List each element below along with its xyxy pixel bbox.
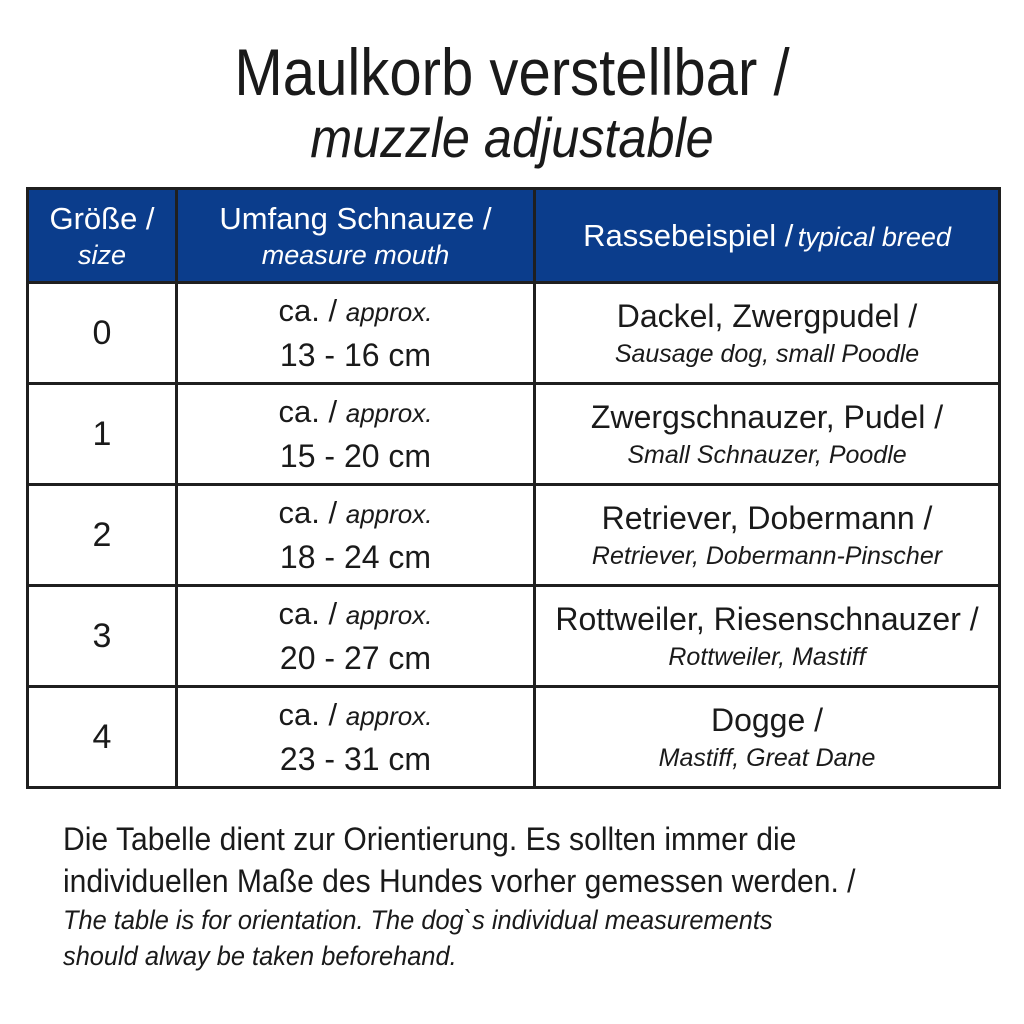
breed-cell <box>535 384 1000 485</box>
approx-label <box>178 492 533 535</box>
approx-de: ca. / <box>278 292 338 328</box>
table-row <box>28 384 1000 485</box>
size-table <box>26 187 1001 789</box>
page-subtitle: muzzle adjustable <box>310 106 714 169</box>
measure-cell <box>177 586 535 687</box>
header-size-de: Größe / <box>49 200 155 236</box>
size-cell: 4 <box>28 687 177 788</box>
range-value: 20 - 27 cm <box>279 639 432 676</box>
table-row <box>28 586 1000 687</box>
approx-label <box>178 290 533 333</box>
approx-en: approx. <box>345 397 433 428</box>
size-cell: 3 <box>28 586 177 687</box>
breed-cell <box>535 485 1000 586</box>
range-value: 13 - 16 cm <box>279 336 432 373</box>
range-value: 15 - 20 cm <box>279 437 432 474</box>
approx-label <box>178 694 533 737</box>
approx-label <box>178 391 533 434</box>
note-en-line1: The table is for orientation. The dog`s individual measurements <box>63 905 773 935</box>
breed-cell <box>535 687 1000 788</box>
measure-cell <box>177 687 535 788</box>
breed-de: Rottweiler, Riesenschnauzer / <box>555 601 979 637</box>
header-measure-en: measure mouth <box>261 239 450 270</box>
approx-de: ca. / <box>278 494 338 530</box>
header-size <box>28 189 177 283</box>
approx-de: ca. / <box>278 595 338 631</box>
size-cell: 1 <box>28 384 177 485</box>
range-value: 18 - 24 cm <box>279 538 432 575</box>
header-breed <box>535 189 1000 283</box>
breed-de: Dackel, Zwergpudel / <box>616 298 918 334</box>
approx-en: approx. <box>345 498 433 529</box>
breed-cell <box>535 283 1000 384</box>
note-de-line2: individuellen Maße des Hundes vorher gemessen werden. / <box>63 863 856 899</box>
breed-en: Mastiff, Great Dane <box>658 744 876 772</box>
breed-en: Rottweiler, Mastiff <box>668 643 866 671</box>
note-en-line2: should alway be taken beforehand. <box>63 941 457 971</box>
breed-de: Zwergschnauzer, Pudel / <box>590 399 944 435</box>
size-cell: 2 <box>28 485 177 586</box>
approx-de: ca. / <box>278 696 338 732</box>
note-block <box>63 818 1003 974</box>
approx-label <box>178 593 533 636</box>
header-breed-en: typical breed <box>797 221 951 252</box>
range-value: 23 - 31 cm <box>279 740 432 777</box>
table-row <box>28 687 1000 788</box>
breed-en: Small Schnauzer, Poodle <box>627 441 907 469</box>
table-header-row <box>28 189 1000 283</box>
title-block <box>0 36 1024 168</box>
breed-de: Dogge / <box>710 702 824 738</box>
size-cell: 0 <box>28 283 177 384</box>
measure-cell <box>177 283 535 384</box>
measure-cell <box>177 384 535 485</box>
page-title: Maulkorb verstellbar / <box>234 35 790 109</box>
breed-en: Retriever, Dobermann-Pinscher <box>591 542 943 570</box>
approx-de: ca. / <box>278 393 338 429</box>
note-de-line1: Die Tabelle dient zur Orientierung. Es sollten immer die <box>63 821 797 857</box>
table-row <box>28 283 1000 384</box>
approx-en: approx. <box>345 599 433 630</box>
approx-en: approx. <box>345 700 433 731</box>
header-measure <box>177 189 535 283</box>
breed-de: Retriever, Dobermann / <box>601 500 933 536</box>
header-measure-de: Umfang Schnauze / <box>219 200 492 236</box>
approx-en: approx. <box>345 296 433 327</box>
header-size-en: size <box>77 239 126 270</box>
breed-en: Sausage dog, small Poodle <box>614 340 920 368</box>
breed-cell <box>535 586 1000 687</box>
header-breed-de: Rassebeispiel / <box>583 217 794 253</box>
table-row <box>28 485 1000 586</box>
measure-cell <box>177 485 535 586</box>
